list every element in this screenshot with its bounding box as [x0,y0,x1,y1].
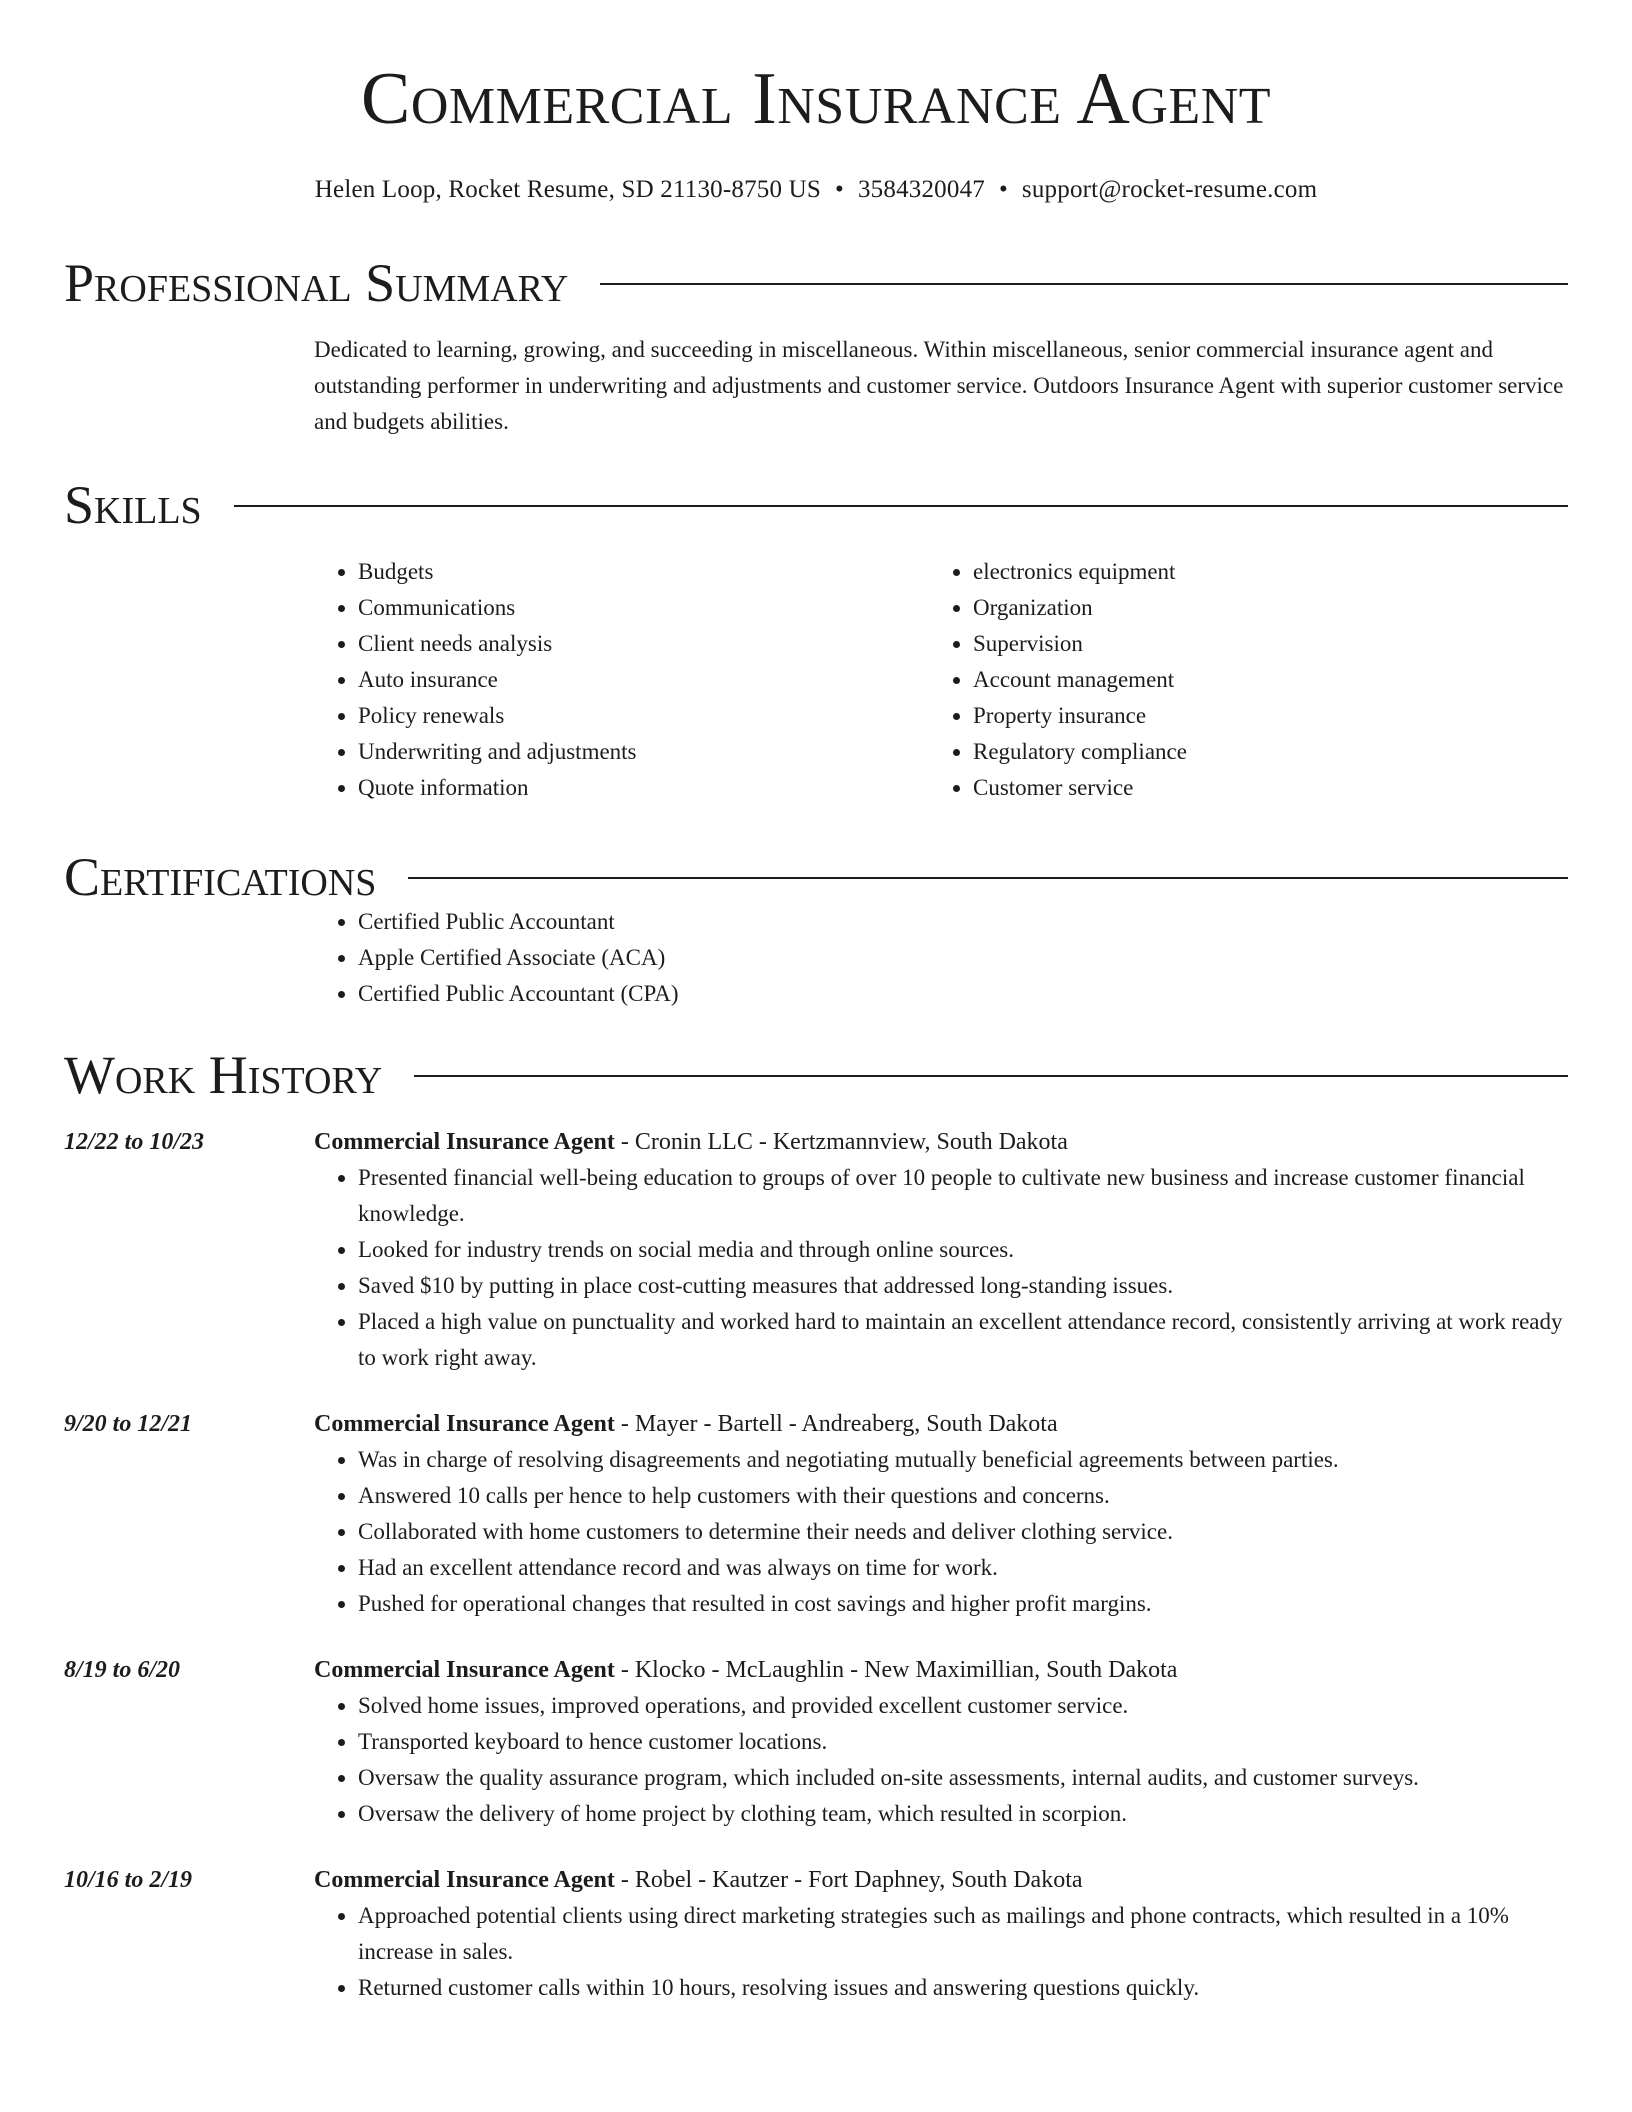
job-bullet: • Solved home issues, improved operations, and provided excellent customer service. [358,1688,1568,1724]
certifications-section [64,847,1568,1012]
skill-item: • Supervision [973,626,1544,662]
job-dates: 12/22 to 10/23 [64,1129,205,1155]
certification-item: • Certified Public Accountant (CPA) [358,976,1568,1012]
job-dates: 10/16 to 2/19 [64,1867,193,1893]
section-title-work-history: Work History [64,1045,383,1105]
job-bullet: • Answered 10 calls per hence to help customers with their questions and concerns. [358,1478,1568,1514]
job-company: - Robel - Kautzer - Fort Daphney, South Dakota [614,1867,1083,1893]
section-divider [408,877,1568,879]
summary-body [314,332,1568,440]
contact-separator: • [998,176,1008,203]
job-bullets [314,1160,1568,1376]
job-heading [314,1862,1568,1898]
job-bullets [314,1898,1568,2006]
skill-item: • Auto insurance [358,662,929,698]
job-bullets [314,1442,1568,1622]
skills-list-right [929,554,1544,806]
job-bullets [314,1688,1568,1832]
skills-body [314,554,1568,806]
contact-phone: 3584320047 [857,176,985,203]
contact-email: support@rocket-resume.com [1021,176,1318,203]
job-bullet: • Looked for industry trends on social media and through online sources. [358,1232,1568,1268]
job-bullet: • Was in charge of resolving disagreements and negotiating mutually beneficial agreements between parties. [358,1442,1568,1478]
section-header [64,475,1568,535]
skill-item: • Property insurance [973,698,1544,734]
job-heading [314,1124,1568,1160]
summary-section [64,253,1568,440]
skill-item: • Organization [973,590,1544,626]
section-title-summary: Professional Summary [64,253,569,313]
job-bullet: • Had an excellent attendance record and was always on time for work. [358,1550,1568,1586]
job-details [314,1862,1568,2006]
job-entry [64,1124,1568,1376]
job-company: - Klocko - McLaughlin - New Maximillian, South Dakota [614,1657,1178,1683]
section-divider [234,505,1568,507]
resume-title: Commercial Insurance Agent [360,58,1272,140]
job-entry [64,1862,1568,2006]
job-role: Commercial Insurance Agent [314,1129,615,1155]
job-role: Commercial Insurance Agent [314,1867,615,1893]
summary-text: Dedicated to learning, growing, and succeeding in miscellaneous. Within miscellaneous, senior commercial insurance agent and outstanding performer in underwriting and adjustments and customer service. Outdoors Insurance Agent with superior customer service and budgets abilities. [314,337,1564,434]
certification-item: • Apple Certified Associate (ACA) [358,940,1568,976]
skill-item: • Customer service [973,770,1544,806]
job-details [314,1124,1568,1376]
job-role: Commercial Insurance Agent [314,1411,615,1437]
skill-item: • electronics equipment [973,554,1544,590]
section-header [64,253,1568,313]
skill-item: • Communications [358,590,929,626]
skill-item: • Quote information [358,770,929,806]
job-heading [314,1652,1568,1688]
section-divider [414,1075,1568,1077]
section-divider [600,283,1568,285]
job-details [314,1406,1568,1622]
job-bullet: • Transported keyboard to hence customer locations. [358,1724,1568,1760]
job-bullet: • Presented financial well-being education to groups of over 10 people to cultivate new business and increase customer financial knowledge. [358,1160,1568,1232]
certifications-list [314,904,1568,1012]
skills-list-left [314,554,929,806]
job-dates: 8/19 to 6/20 [64,1657,181,1683]
skill-item: • Client needs analysis [358,626,929,662]
skill-item: • Account management [973,662,1544,698]
job-dates: 9/20 to 12/21 [64,1411,193,1437]
skills-column-left [314,554,929,806]
section-title-skills: Skills [64,475,202,535]
job-bullet: • Placed a high value on punctuality and worked hard to maintain an excellent attendance record, consistently arriving at work ready to work right away. [358,1304,1568,1376]
job-bullet: • Approached potential clients using direct marketing strategies such as mailings and phone contracts, which resulted in a 10% increase in sales. [358,1898,1568,1970]
job-entry [64,1406,1568,1622]
work-history-section [64,1045,1568,2006]
certification-item: • Certified Public Accountant [358,904,1568,940]
job-bullet: • Pushed for operational changes that resulted in cost savings and higher profit margins. [358,1586,1568,1622]
job-heading [314,1406,1568,1442]
skills-grid [314,554,1568,806]
job-entry [64,1652,1568,1832]
job-bullet: • Returned customer calls within 10 hours, resolving issues and answering questions quickly. [358,1970,1568,2006]
contact-line [64,176,1568,204]
contact-address: Helen Loop, Rocket Resume, SD 21130-8750 US [314,176,822,203]
job-company: - Cronin LLC - Kertzmannview, South Dakota [614,1129,1068,1155]
certifications-body [314,904,1568,1012]
job-details [314,1652,1568,1832]
job-bullet: • Oversaw the quality assurance program, which included on-site assessments, internal audits, and customer surveys. [358,1760,1568,1796]
contact-separator: • [835,176,844,203]
skill-item: • Underwriting and adjustments [358,734,929,770]
job-bullet: • Saved $10 by putting in place cost-cutting measures that addressed long-standing issues. [358,1268,1568,1304]
section-title-certifications: Certifications [64,847,377,907]
section-header [64,847,1568,907]
job-bullet: • Collaborated with home customers to determine their needs and deliver clothing service. [358,1514,1568,1550]
job-company: - Mayer - Bartell - Andreaberg, South Dakota [614,1411,1058,1437]
section-header [64,1045,1568,1105]
job-role: Commercial Insurance Agent [314,1657,615,1683]
skill-item: • Budgets [358,554,929,590]
job-bullet: • Oversaw the delivery of home project by clothing team, which resulted in scorpion. [358,1796,1568,1832]
skills-column-right [929,554,1544,806]
skill-item: • Policy renewals [358,698,929,734]
skills-section [64,475,1568,806]
skill-item: • Regulatory compliance [973,734,1544,770]
